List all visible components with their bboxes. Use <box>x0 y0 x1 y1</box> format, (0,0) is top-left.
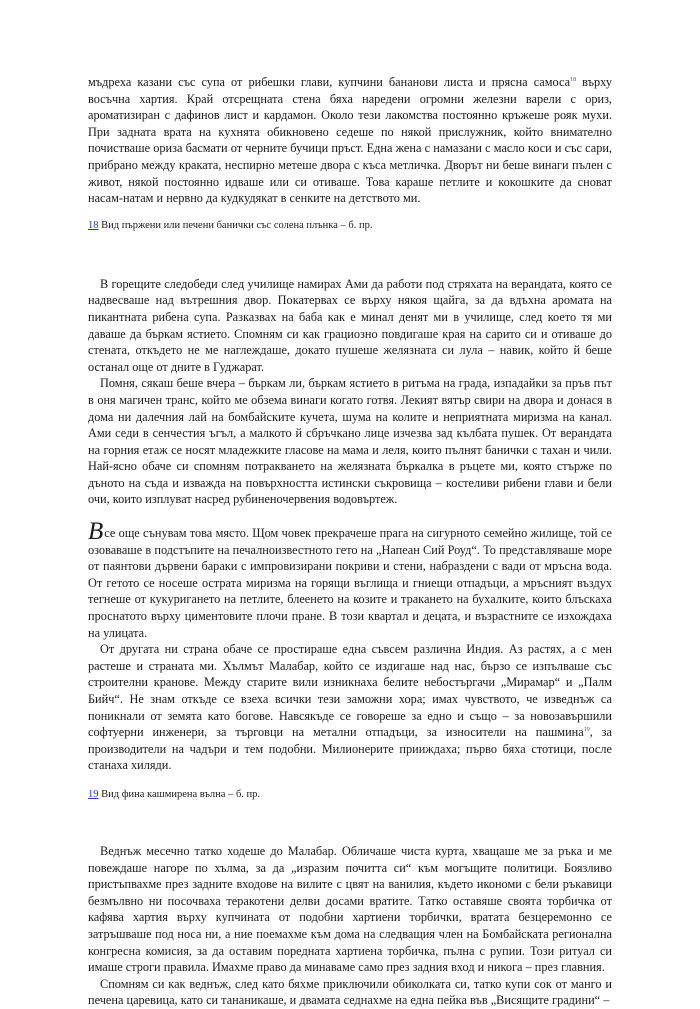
paragraph-6: Веднъж месечно татко ходеше до Малабар. Обличаше чиста курта, хващаше ме за ръка и ме повеждаше нагоре по хълма, за да „изразим почитта си“ към могъщите политици. Боязливо пристъпвахме през задните входове на вилите с цвят на ванилия, където икономи с бели ръкавици безмълвно ни посочваха теракотени делви досами вратите. Татко оставяше своята торбичка от кафява хартия върху купчината от подобни хартиени торбички, вратата безцеремонно се затръшваше под носа ни, а ние поемахме към дома на следващия член на Бомбайската регионална конгресна комисия, за да оставим поредната хартиена торбичка, пълна с рупии. Този ритуал си имаше строги правила. Имахме право да минаваме само през задния вход и никога – през главния. <box>88 843 612 975</box>
paragraph-7: Спомням си как веднъж, след като бяхме приключили обиколката си, татко купи сок от манго и печена царевица, като си тананикаше, и двамата седнахме на една пейка във „Висящите градини“ – <box>88 976 612 1008</box>
footnote-18 <box>88 219 612 232</box>
footnote-ref-19[interactable]: 19 <box>583 727 590 734</box>
footnote-18-number[interactable]: 18 <box>88 219 99 231</box>
paragraph-5: От другата ни страна обаче се простираше една съвсем различна Индия. Аз растях, а с мен растеше и страната ми. Хълмът Малабар, който се издигаше над нас, бързо се изпълваше със строителни кранове. Между старите вили изникнаха белите небостъргачи „Мирамар“ и „Палм Бийч“. Не знам откъде се взеха всички тези заможни хора; имах чувството, че изведнъж са поникнали от земята като богове. Навсякъде се говореше за едно и също – за новозавършили софтуерни инженери, за търговци на метални отпадъци, за износители на пашмина$^{19}$, за производители на чадъри и тем подобни. Милионерите прииждаха; първо бяха стотици, после станаха хиляди. <box>88 642 612 773</box>
footnote-19-text: Вид фина кашмирена вълна – б. пр. <box>98 788 261 800</box>
paragraph-1: мъдреха казани със супа от рибешки глави, купчини бананови листа и прясна самоса$^{18}$ върху восъчна хартия. Край отсрещната стена бяха наредени огромни железни варели с ориз, ароматизиран с дафинов лист и кардамон. Около тези лакомства постоянно кръжеше рояк мухи. При задната врата на кухнята обикновено седеше по някой прислужник, който внимателно почистваше ориза басмати от черните бучици пръст. Една жена с намазани с масло коси и със сари, прибрано между краката, неспирно метеше двора с къса метличка. Дворът ни беше винаги пълен с живот, някой постоянно идваше или си отиваше. Това караше петлите и кокошките да сноват насам-натам и нервно да кудкудякат в сенките на детството ми. <box>88 75 612 206</box>
footnote-18-text: Вид пържени или печени банички със солена плънка – б. пр. <box>98 219 373 231</box>
footnote-19 <box>88 788 612 801</box>
paragraph-2: В горещите следобеди след училище намирах Ами да работи под стряхата на верандата, която се надвесваше над вътрешния двор. Покатервах се върху някоя щайга, за да вдъхна аромата на пикантната рибена супа. Разказвах на баба как е минал денят ми в училище, след което тя ми даваше да бъркам ястието. Спомням си как грациозно повдигаше края на сарито си и отиваше до стената, откъдето не ме наглеждаше, докато пушеше желязната си лула – навик, който й беше останал още от дните в Гуджарат. <box>88 276 612 374</box>
drop-cap: В <box>88 518 104 546</box>
document-page <box>88 74 612 1009</box>
footnote-19-number[interactable]: 19 <box>88 788 99 800</box>
paragraph-4: Все още сънувам това място. Щом човек прекрачеше прага на сигурното семейно жилище, той се озоваваше в подстъпите на печалноизвестното гето на „Напеан Сий Роуд“. То представляваше море от паянтови дървени бараки с импровизирани покриви и стени, набраздени с вади от мръсна вода. От гетото се носеше острата миризма на горящи въглища и гниещи отпадъци, а мръсният въздух тегнеше от кукуригането на петлите, блеенето на козите и тракането на бухалките, които блъскаха проснатото върху циментовите плочи пране. В този квартал и децата, и възрастните се изхождаха на улицата. <box>88 518 612 640</box>
paragraph-3: Помня, сякаш беше вчера – бъркам ли, бъркам ястието в ритъма на града, изпадайки за пръв път в оня магичен транс, който ме обзема винаги когато готвя. Лекият вятър свири на двора и донася в дома ни далечния лай на бомбайските кучета, шума на колите и неприятната миризма на канал. Ами седи в сенчестия ъгъл, а малкото й сбръчкано лице изчезва зад кълбата пушек. От верандата на горния етаж се носят младежките гласове на мама и леля, които пълнят банички с тахан и чили. Най-ясно обаче си спомням потракването на желязната бъркалка в ръцете ми, която стърже по дъното на съда и изважда на повърхността истински съкровища – костеливи рибени глави и бели очи, които изплуват насред рубиненочервения водовъртеж. <box>88 376 612 507</box>
footnote-ref-18[interactable]: 18 <box>570 76 577 83</box>
